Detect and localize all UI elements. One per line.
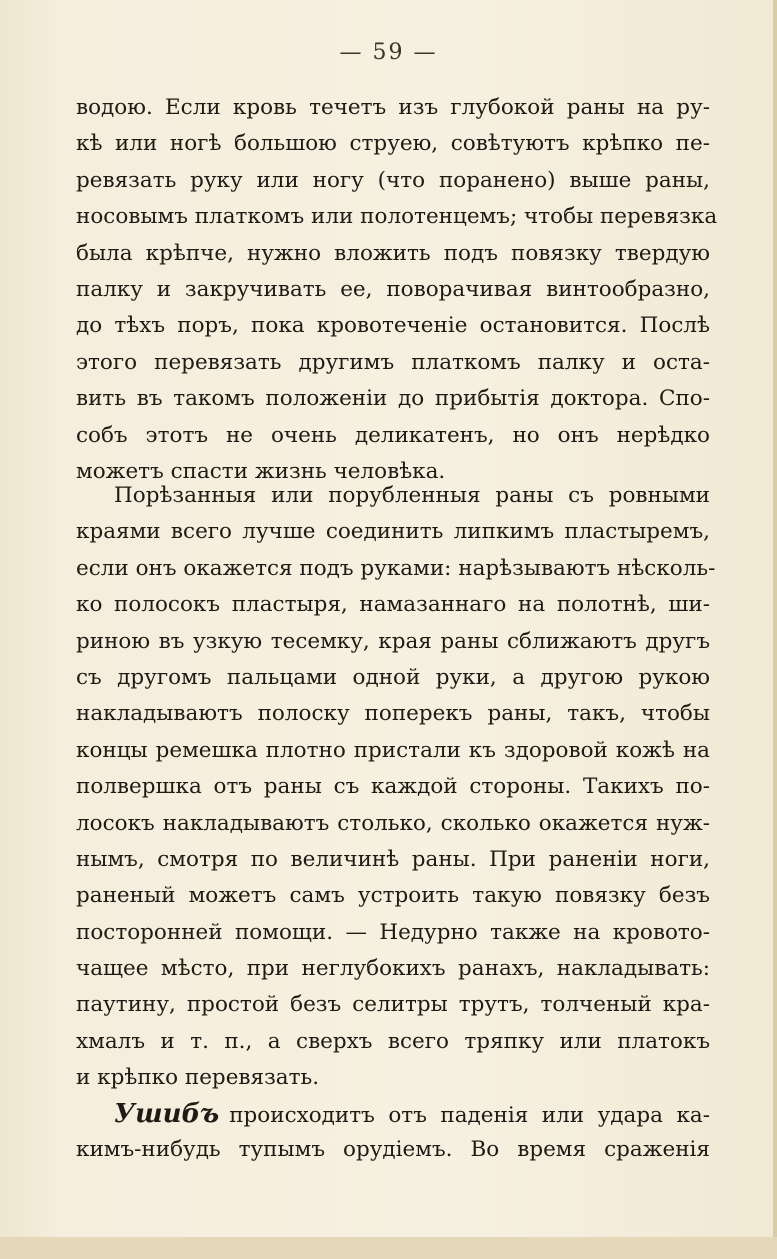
- text-line: риною въ узкую тесемку, края раны сближаютъ другъ: [76, 628, 710, 654]
- text-line: накладываютъ полоску поперекъ раны, такъ, чтобы: [76, 701, 710, 727]
- text-line: была крѣпче, нужно вложить подъ повязку твердую: [76, 240, 710, 266]
- paragraph-3: [76, 1096, 710, 1169]
- text-line: посторонней помощи. — Недурно также на кровото-: [76, 919, 710, 945]
- text-line: собъ этотъ не очень деликатенъ, но онъ нерѣдко: [76, 422, 710, 448]
- text-line: краями всего лучше соединить липкимъ пластыремъ,: [76, 519, 710, 545]
- text-line-rest: происходитъ отъ паденія или удара ка-: [229, 1103, 710, 1128]
- text-line: лосокъ накладываютъ столько, сколько окажется нуж-: [76, 810, 710, 836]
- text-line: кимъ-нибудь тупымъ орудіемъ. Во время сраженія: [76, 1137, 710, 1163]
- text-line: концы ремешка плотно пристали къ здоровой кожѣ на: [76, 737, 710, 763]
- paragraph-2: [76, 478, 716, 1097]
- text-line: палку и закручивать ее, поворачивая винтообразно,: [76, 276, 710, 302]
- text-line: этого перевязать другимъ платкомъ палку и оста-: [76, 349, 710, 375]
- text-line: ревязать руку или ногу (что поранено) выше раны,: [76, 167, 710, 193]
- text-line: водою. Если кровь течетъ изъ глубокой раны на ру-: [76, 95, 710, 120]
- text-line: носовымъ платкомъ или полотенцемъ; чтобы перевязка: [76, 204, 718, 230]
- text-line: нымъ, смотря по величинѣ раны. При раненіи ноги,: [76, 846, 710, 872]
- text-line: паутину, простой безъ селитры трутъ, толченый кра-: [76, 992, 710, 1018]
- text-line: вить въ такомъ положеніи до прибытія доктора. Спо-: [76, 386, 710, 412]
- text-line: если онъ окажется подъ руками: нарѣзываютъ нѣсколь-: [76, 555, 716, 581]
- text-line: Порѣзанныя или порубленныя раны съ ровными: [114, 483, 710, 508]
- page-bottom-edge: [0, 1237, 777, 1259]
- text-line: раненый можетъ самъ устроить такую повязку безъ: [76, 883, 710, 909]
- section-heading: Ушибъ: [114, 1099, 220, 1129]
- text-line: хмалъ и т. п., а сверхъ всего тряпку или платокъ: [76, 1028, 710, 1054]
- text-line: съ другомъ пальцами одной руки, а другою рукою: [76, 664, 710, 690]
- text-line: можетъ спасти жизнь человѣка.: [76, 458, 446, 484]
- paragraph-1: [76, 90, 718, 490]
- text-line: до тѣхъ поръ, пока кровотеченіе остановится. Послѣ: [76, 313, 710, 339]
- text-line: чащее мѣсто, при неглубокихъ ранахъ, накладывать:: [76, 956, 710, 982]
- text-line: и крѣпко перевязать.: [76, 1065, 320, 1091]
- text-line: полвершка отъ раны съ каждой стороны. Такихъ по-: [76, 774, 710, 800]
- text-line: [76, 1096, 710, 1132]
- text-line: кѣ или ногѣ большою струею, совѣтуютъ крѣпко пе-: [76, 131, 710, 157]
- page-number: — 59 —: [339, 40, 438, 65]
- page-edge: [773, 0, 777, 1259]
- text-line: ко полосокъ пластыря, намазаннаго на полотнѣ, ши-: [76, 592, 710, 618]
